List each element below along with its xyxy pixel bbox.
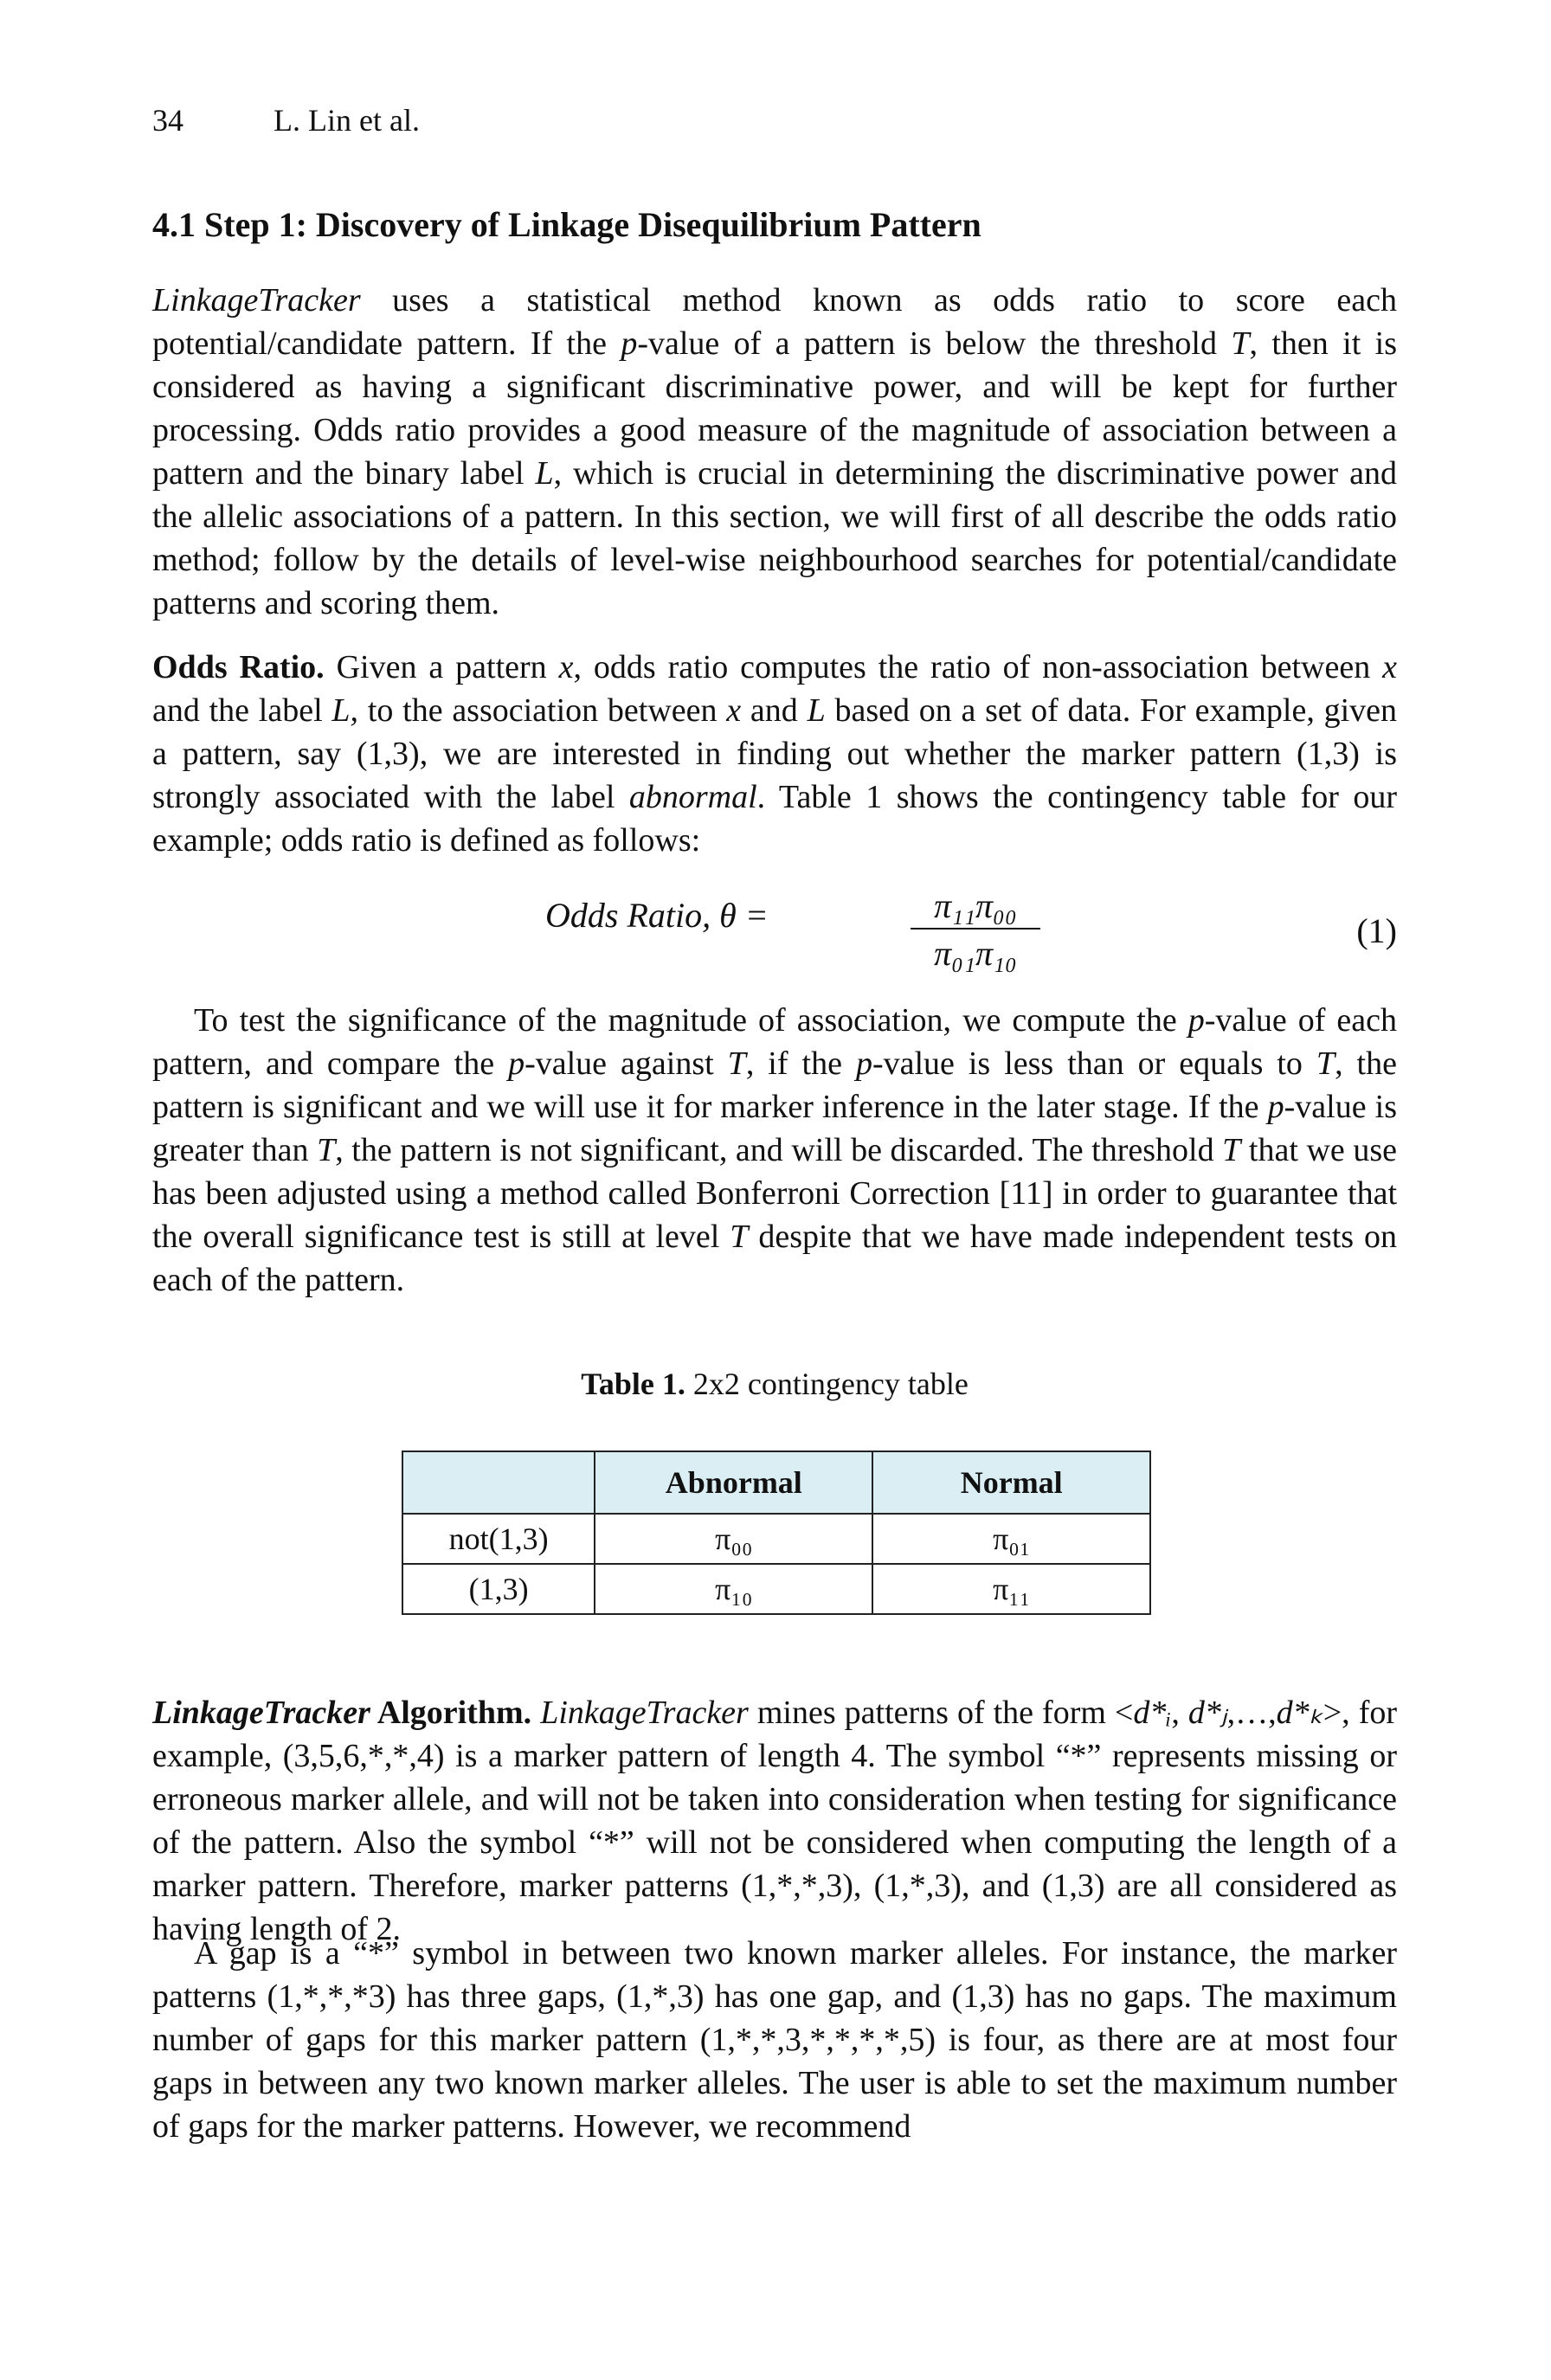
table-caption xyxy=(152,1366,1397,1402)
table-caption-text: 2x2 contingency table xyxy=(685,1367,969,1401)
section-heading: 4.1 Step 1: Discovery of Linkage Disequilibrium Pattern xyxy=(152,205,981,244)
tool-name: LinkageTracker xyxy=(152,1695,370,1731)
equation-lhs: Odds Ratio, θ = xyxy=(545,896,769,935)
table-caption-label: Table 1. xyxy=(581,1367,685,1401)
table-cell: π₀₁ xyxy=(872,1514,1150,1564)
paragraph-intro: LinkageTracker uses a statistical method known as odds ratio to score each potential/candidate pattern. If the p-value of a pattern is below the threshold T, then it is considered as having a significant discriminative power, and will be kept for further processing. Odds ratio provides a good measure of the magnitude of association between a pattern and the binary label L, which is crucial in determining the discriminative power and the allelic associations of a pattern. In this section, we will first of all describe the odds ratio method; follow by the details of level-wise neighbourhood searches for potential/candidate patterns and scoring them. xyxy=(152,282,1397,621)
paragraph-run-in-heading: Odds Ratio. xyxy=(152,649,325,685)
table-row xyxy=(402,1564,1150,1614)
table-header-row xyxy=(402,1451,1150,1514)
equation-denominator: π₀₁π₁₀ xyxy=(934,934,1017,973)
equation-odds-ratio xyxy=(152,884,1397,988)
page-number: 34 xyxy=(152,103,183,138)
paragraph-significance: To test the significance of the magnitude of association, we compute the p-value of each pattern, and compare the p-value against T, if the p-value is less than or equals to T, the pattern is significant and we will use it for marker inference in the later stage. If the p-value is greater than T, the pattern is not significant, and will be discarded. The threshold T that we use has been adjusted using a method called Bonferroni Correction [11] in order to guarantee that the overall significance test is still at level T despite that we have made independent tests on each of the pattern. xyxy=(152,1002,1397,1298)
paragraph-odds-ratio: Odds Ratio. Given a pattern x, odds ratio computes the ratio of non-association between x and the label L, to the association between x and L based on a set of data. For example, given a pattern, say (1,3), we are interested in finding out whether the marker pattern (1,3) is strongly associated with the label abnormal. Table 1 shows the contingency table for our example; odds ratio is defined as follows: xyxy=(152,649,1398,859)
paragraph-run-in-heading: Algorithm. xyxy=(370,1695,532,1731)
table-row-label: not(1,3) xyxy=(402,1514,595,1564)
contingency-table xyxy=(402,1451,1151,1615)
paragraph-algorithm: LinkageTracker Algorithm. LinkageTracker mines patterns of the form <d*ᵢ, d*ⱼ,…,d*ₖ>, for example, (3,5,6,*,*,4) is a marker pattern of length 4. The symbol “*” represents missing or erroneous marker allele, and will not be taken into consideration when testing for significance of the pattern. Also the symbol “*” will not be considered when computing the length of a marker pattern. Therefore, marker patterns (1,*,*,3), (1,*,3), and (1,3) are all considered as having length of 2. xyxy=(152,1695,1398,1947)
table-header-cell: Normal xyxy=(872,1451,1150,1514)
table-row-label: (1,3) xyxy=(402,1564,595,1614)
paragraph-gaps: A gap is a “*” symbol in between two known marker alleles. For instance, the marker patterns (1,*,*,*3) has three gaps, (1,*,3) has one gap, and (1,3) has no gaps. The maximum number of gaps for this marker pattern (1,*,*,3,*,*,*,*,5) is four, as there are at most four gaps in between any two known marker alleles. The user is able to set the maximum number of gaps for the marker patterns. However, we recommend xyxy=(152,1935,1397,2145)
tool-name: LinkageTracker xyxy=(540,1695,749,1731)
table-header-cell xyxy=(402,1451,595,1514)
running-authors: L. Lin et al. xyxy=(274,103,420,138)
table-cell: π₁₀ xyxy=(595,1564,872,1614)
equation-fraction xyxy=(911,884,1040,978)
table-cell: π₀₀ xyxy=(595,1514,872,1564)
running-head xyxy=(152,102,420,138)
equation-number: (1) xyxy=(1356,911,1397,950)
table-header-cell: Abnormal xyxy=(595,1451,872,1514)
tool-name: LinkageTracker xyxy=(152,282,361,318)
table-cell: π₁₁ xyxy=(872,1564,1150,1614)
table-row xyxy=(402,1514,1150,1564)
equation-numerator: π₁₁π₀₀ xyxy=(911,884,1040,929)
